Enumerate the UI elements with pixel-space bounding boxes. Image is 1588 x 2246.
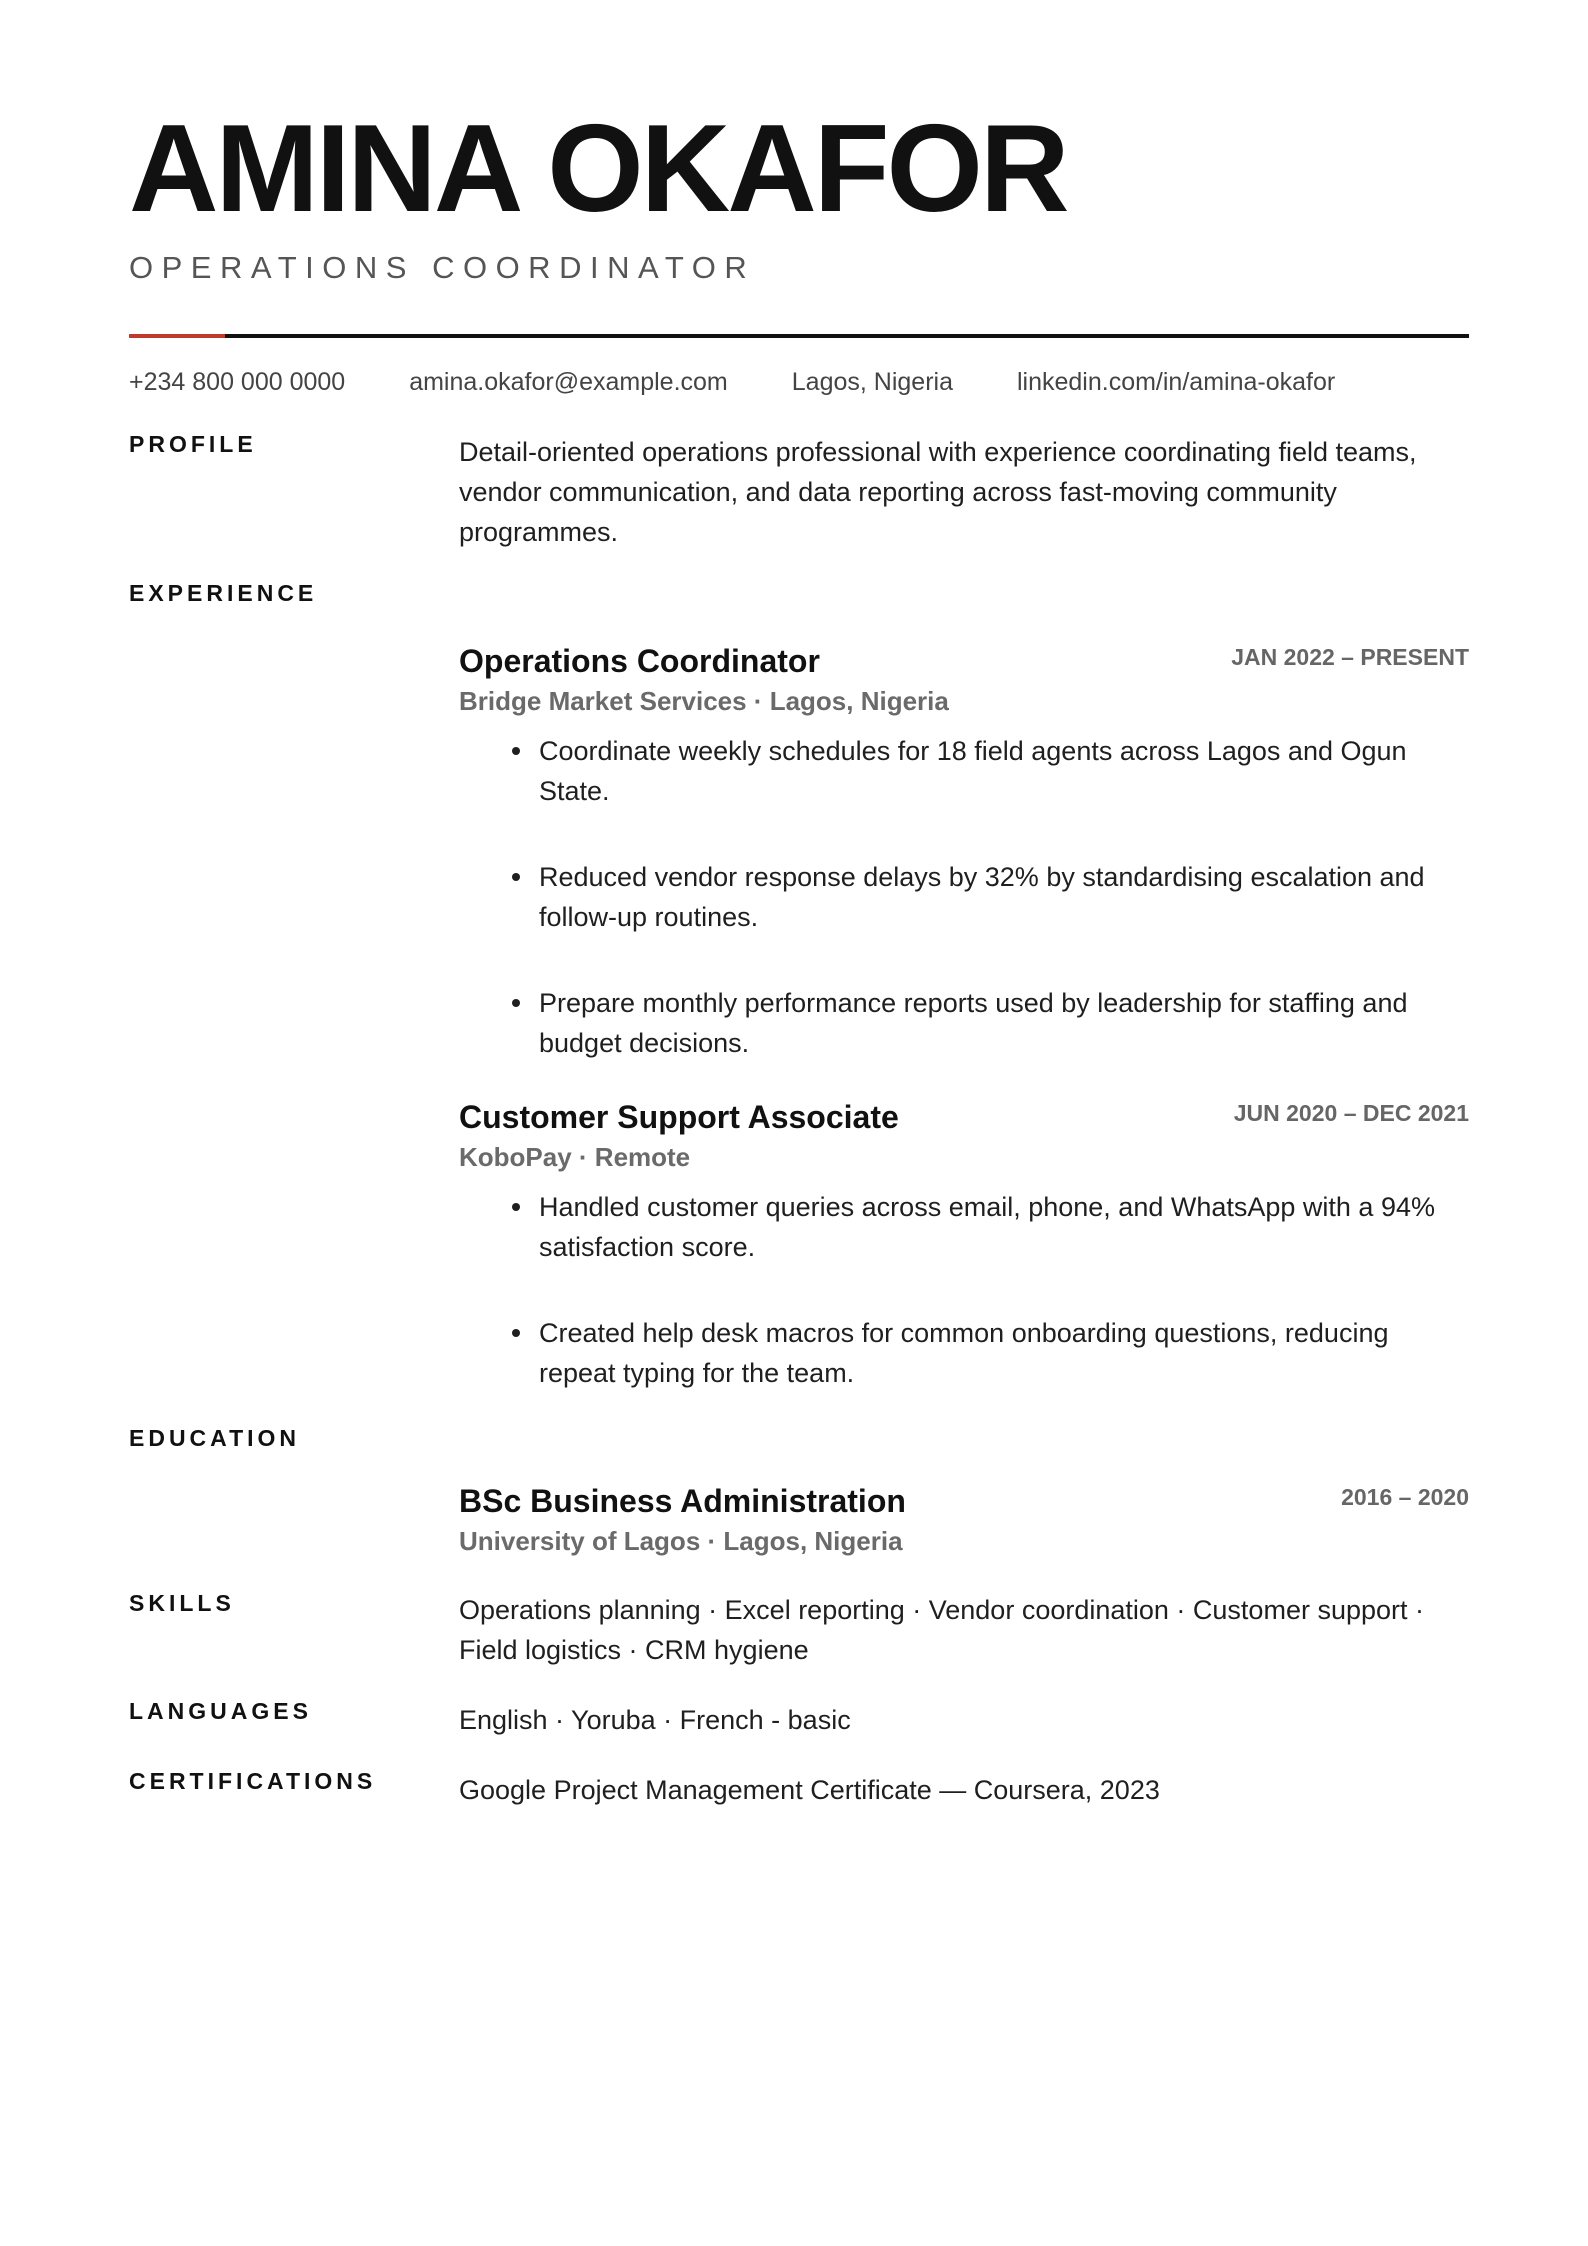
contact-location: Lagos, Nigeria: [791, 368, 953, 396]
section-label-experience: EXPERIENCE: [129, 580, 318, 606]
candidate-role: OPERATIONS COORDINATOR: [129, 250, 756, 285]
education-dates: 2016 – 2020: [1341, 1484, 1469, 1510]
languages-section: [459, 1700, 1469, 1740]
education-school: University of Lagos · Lagos, Nigeria: [459, 1526, 903, 1556]
contact-email[interactable]: amina.okafor@example.com: [409, 368, 728, 396]
job-organization: Bridge Market Services · Lagos, Nigeria: [459, 686, 949, 716]
contact-row: [129, 366, 1399, 398]
section-label-education: EDUCATION: [129, 1425, 301, 1451]
experience-entry: [459, 1097, 1469, 1393]
profile-summary: Detail-oriented operations professional with experience coordinating field teams, vendor communication, and data reporting across fast-moving community programmes.: [459, 437, 1417, 547]
languages-list: English · Yoruba · French - basic: [459, 1705, 851, 1735]
candidate-name: AMINA OKAFOR: [129, 100, 1067, 238]
job-bullet: Reduced vendor response delays by 32% by standardising escalation and follow-up routines.: [459, 857, 1469, 937]
education-entry: [459, 1481, 1469, 1559]
resume-page: [129, 0, 1469, 2246]
contact-phone[interactable]: +234 800 000 0000: [129, 368, 346, 396]
job-bullet: Coordinate weekly schedules for 18 field agents across Lagos and Ogun State.: [459, 731, 1469, 811]
certification-item: Google Project Management Certificate — Coursera, 2023: [459, 1775, 1160, 1805]
job-title: Operations Coordinator: [459, 643, 820, 679]
job-bullet: Created help desk macros for common onboarding questions, reducing repeat typing for the team.: [459, 1313, 1469, 1393]
job-bullet: Handled customer queries across email, phone, and WhatsApp with a 94% satisfaction score.: [459, 1187, 1469, 1267]
job-dates: JAN 2022 – PRESENT: [1231, 644, 1469, 670]
skills-section: [459, 1590, 1469, 1670]
job-title: Customer Support Associate: [459, 1099, 899, 1135]
job-organization: KoboPay · Remote: [459, 1142, 691, 1172]
job-dates: JUN 2020 – DEC 2021: [1233, 1100, 1469, 1126]
skills-list: Operations planning · Excel reporting · Vendor coordination · Customer support · Field logistics · CRM hygiene: [459, 1595, 1424, 1665]
section-label-certifications: CERTIFICATIONS: [129, 1768, 377, 1794]
section-label-profile: PROFILE: [129, 431, 257, 457]
certifications-section: [459, 1770, 1469, 1810]
section-label-languages: LANGUAGES: [129, 1698, 312, 1724]
job-bullets: [459, 731, 1469, 1063]
education-degree: BSc Business Administration: [459, 1483, 906, 1519]
profile-section: [459, 432, 1469, 552]
job-bullets: [459, 1187, 1469, 1393]
experience-entry: [459, 641, 1469, 1063]
job-bullet: Prepare monthly performance reports used by leadership for staffing and budget decisions.: [459, 983, 1469, 1063]
section-label-skills: SKILLS: [129, 1590, 235, 1616]
contact-linkedin[interactable]: linkedin.com/in/amina-okafor: [1016, 368, 1336, 396]
header-divider: [129, 334, 1469, 338]
header-accent-bar: [129, 334, 225, 338]
